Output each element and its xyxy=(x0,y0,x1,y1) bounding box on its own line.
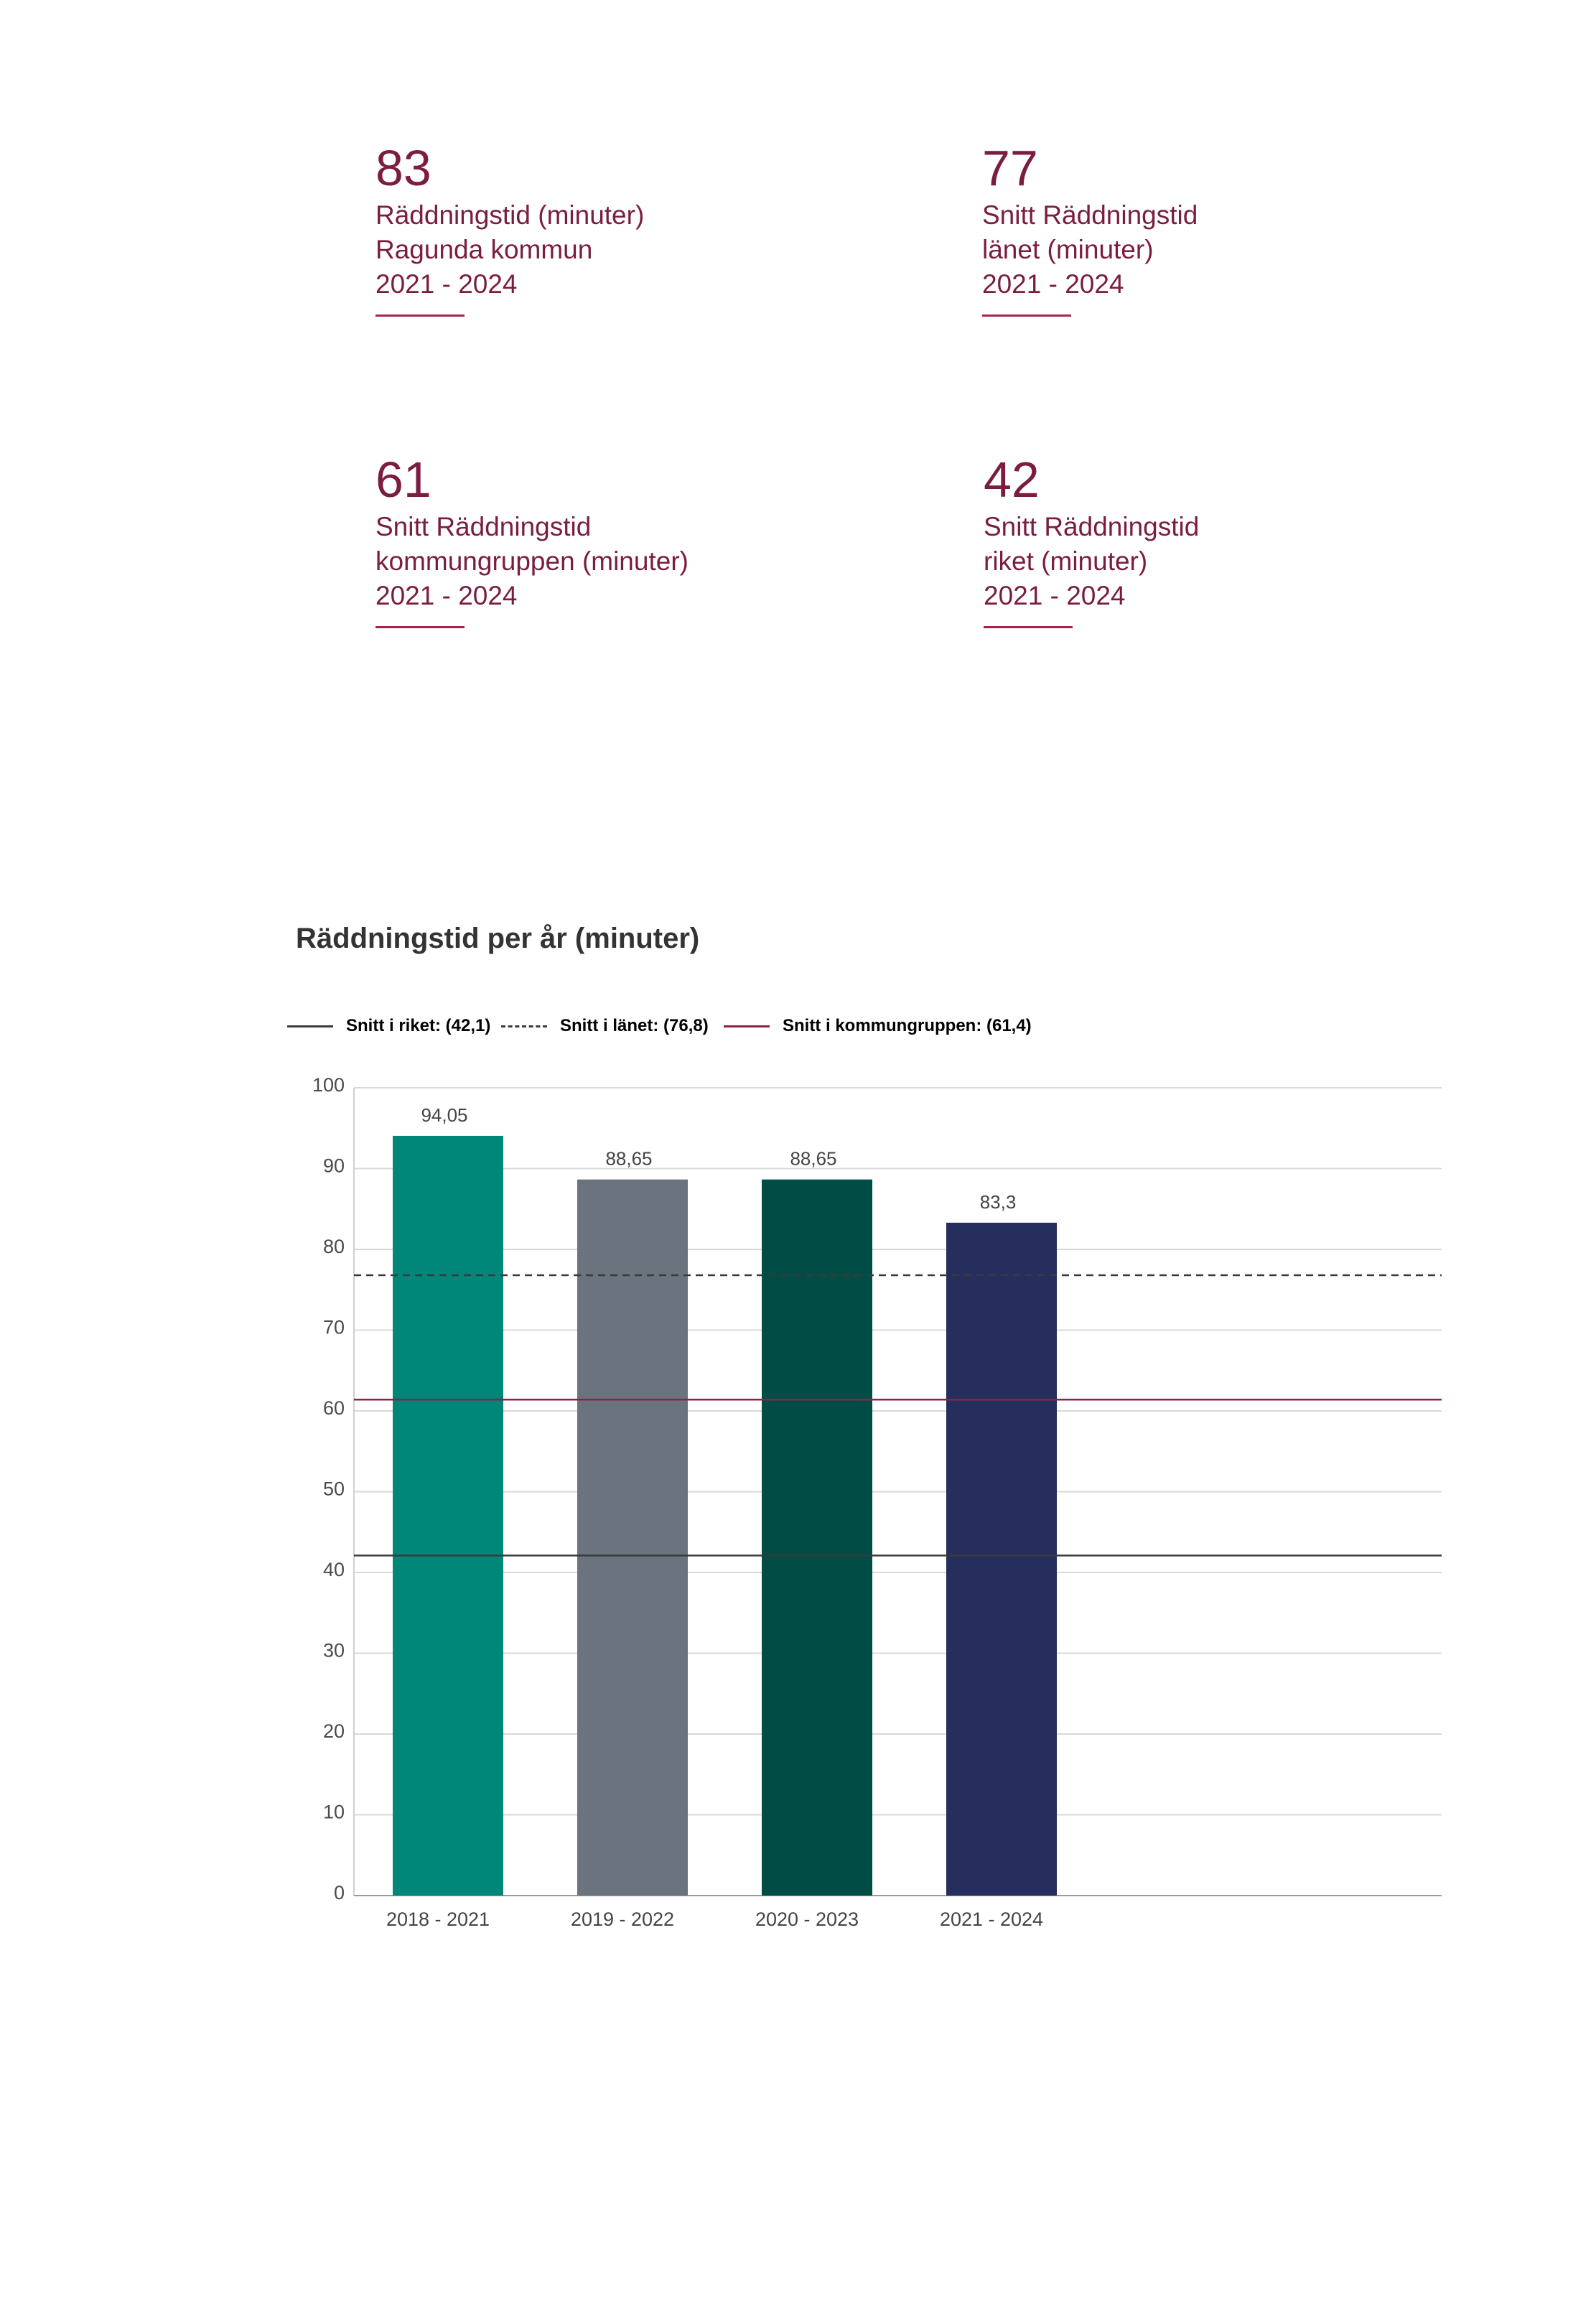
data-label: 83,3 xyxy=(979,1190,1017,1213)
stat-label-line: 2021 - 2024 xyxy=(375,581,518,610)
y-tick-label: 100 xyxy=(312,1074,345,1096)
stat-label-line: länet (minuter) xyxy=(982,235,1154,264)
bar xyxy=(762,1180,872,1896)
legend-label: Snitt i länet: (76,8) xyxy=(560,1016,709,1035)
data-label: 94,05 xyxy=(421,1104,468,1126)
y-tick-label: 60 xyxy=(322,1397,345,1419)
data-label: 88,65 xyxy=(605,1147,653,1170)
stat-label-line: 2021 - 2024 xyxy=(982,269,1124,299)
y-tick-label: 40 xyxy=(322,1559,345,1580)
stat-label-line: Ragunda kommun xyxy=(375,235,593,264)
x-tick-label: 2020 - 2023 xyxy=(755,1908,859,1930)
stat-value: 77 xyxy=(982,140,1038,196)
y-tick-label: 0 xyxy=(333,1882,345,1903)
y-tick-label: 50 xyxy=(322,1478,345,1500)
stat-value: 42 xyxy=(984,452,1040,508)
stat-label-line: riket (minuter) xyxy=(984,546,1148,576)
stat-label-line: 2021 - 2024 xyxy=(984,581,1126,610)
stat-label-line: Snitt Räddningstid xyxy=(375,512,592,541)
y-tick-label: 10 xyxy=(322,1801,345,1823)
stat-label-line: Räddningstid (minuter) xyxy=(375,200,645,230)
x-tick-label: 2021 - 2024 xyxy=(939,1908,1044,1930)
bar xyxy=(577,1180,688,1896)
bar xyxy=(946,1223,1057,1896)
y-tick-label: 90 xyxy=(322,1155,345,1177)
stat-label-line: kommungruppen (minuter) xyxy=(375,546,689,576)
stat-label-line: Snitt Räddningstid xyxy=(984,512,1200,541)
y-tick-label: 70 xyxy=(322,1316,345,1338)
x-tick-label: 2019 - 2022 xyxy=(570,1908,675,1930)
y-tick-label: 20 xyxy=(322,1720,345,1742)
legend-label: Snitt i riket: (42,1) xyxy=(346,1016,491,1035)
stat-value: 83 xyxy=(375,140,431,196)
stat-label-line: Snitt Räddningstid xyxy=(982,200,1198,230)
data-label: 88,65 xyxy=(790,1147,837,1170)
chart-title: Räddningstid per år (minuter) xyxy=(296,923,700,954)
x-tick-label: 2018 - 2021 xyxy=(386,1908,490,1930)
legend-label: Snitt i kommungruppen: (61,4) xyxy=(783,1016,1032,1035)
y-tick-label: 30 xyxy=(322,1639,345,1661)
bar xyxy=(393,1136,503,1896)
y-tick-label: 80 xyxy=(322,1236,345,1257)
stat-label-line: 2021 - 2024 xyxy=(375,269,518,299)
stat-value: 61 xyxy=(375,452,431,508)
